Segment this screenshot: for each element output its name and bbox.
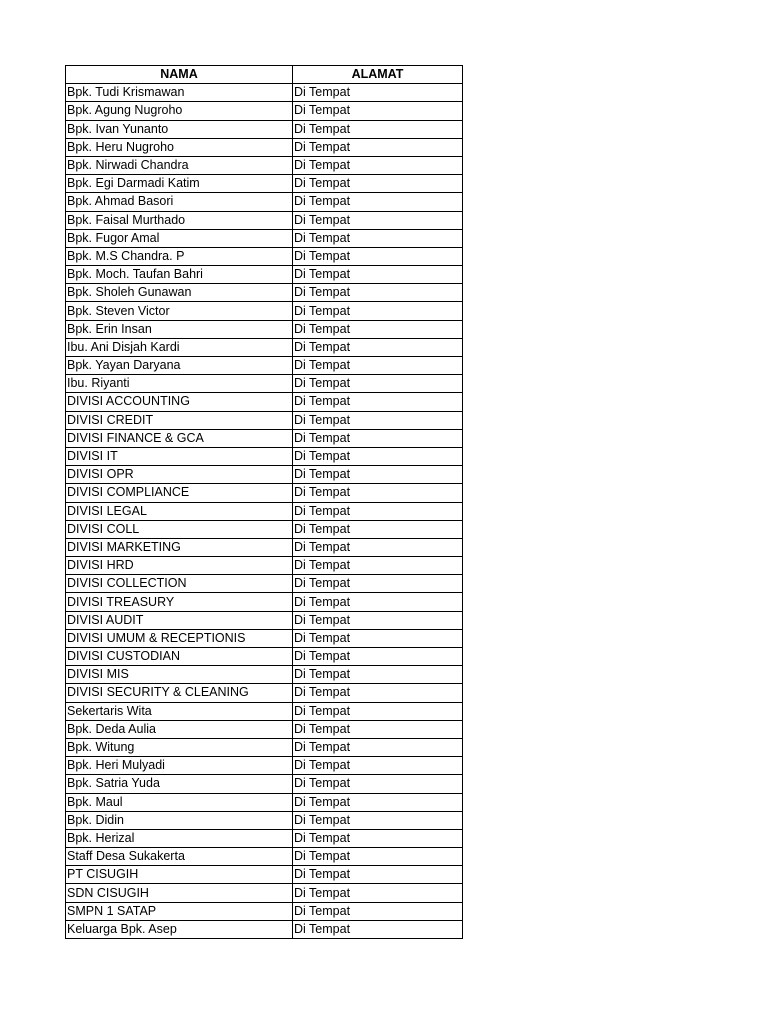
cell-nama: DIVISI LEGAL: [66, 502, 293, 520]
cell-nama: Bpk. Ahmad Basori: [66, 193, 293, 211]
table-row: [66, 138, 463, 156]
cell-alamat: Di Tempat: [293, 211, 463, 229]
table-row: [66, 193, 463, 211]
cell-alamat: Di Tempat: [293, 720, 463, 738]
cell-alamat: Di Tempat: [293, 375, 463, 393]
cell-nama: DIVISI FINANCE & GCA: [66, 429, 293, 447]
cell-nama: DIVISI HRD: [66, 557, 293, 575]
cell-nama: Bpk. Moch. Taufan Bahri: [66, 266, 293, 284]
table-row: [66, 902, 463, 920]
cell-nama: Bpk. Agung Nugroho: [66, 102, 293, 120]
table-row: [66, 593, 463, 611]
cell-alamat: Di Tempat: [293, 829, 463, 847]
table-row: [66, 393, 463, 411]
cell-nama: DIVISI SECURITY & CLEANING: [66, 684, 293, 702]
header-row: [66, 66, 463, 84]
table-row: [66, 648, 463, 666]
cell-alamat: Di Tempat: [293, 193, 463, 211]
cell-nama: DIVISI CREDIT: [66, 411, 293, 429]
cell-alamat: Di Tempat: [293, 247, 463, 265]
cell-alamat: Di Tempat: [293, 702, 463, 720]
table-row: [66, 120, 463, 138]
cell-alamat: Di Tempat: [293, 593, 463, 611]
table-row: [66, 811, 463, 829]
cell-nama: DIVISI COLL: [66, 520, 293, 538]
cell-alamat: Di Tempat: [293, 429, 463, 447]
cell-alamat: Di Tempat: [293, 466, 463, 484]
cell-nama: DIVISI IT: [66, 447, 293, 465]
table-row: [66, 884, 463, 902]
cell-alamat: Di Tempat: [293, 156, 463, 174]
cell-alamat: Di Tempat: [293, 411, 463, 429]
cell-alamat: Di Tempat: [293, 611, 463, 629]
cell-alamat: Di Tempat: [293, 557, 463, 575]
cell-nama: Bpk. Nirwadi Chandra: [66, 156, 293, 174]
cell-nama: DIVISI TREASURY: [66, 593, 293, 611]
table-row: [66, 375, 463, 393]
table-row: [66, 757, 463, 775]
cell-alamat: Di Tempat: [293, 447, 463, 465]
cell-alamat: Di Tempat: [293, 811, 463, 829]
cell-nama: Keluarga Bpk. Asep: [66, 920, 293, 938]
table-row: [66, 411, 463, 429]
cell-nama: Bpk. Yayan Daryana: [66, 357, 293, 375]
cell-alamat: Di Tempat: [293, 666, 463, 684]
table-row: [66, 175, 463, 193]
table-row: [66, 611, 463, 629]
cell-nama: Bpk. Erin Insan: [66, 320, 293, 338]
cell-alamat: Di Tempat: [293, 84, 463, 102]
cell-nama: Staff Desa Sukakerta: [66, 848, 293, 866]
table-row: [66, 466, 463, 484]
cell-nama: DIVISI CUSTODIAN: [66, 648, 293, 666]
cell-nama: Bpk. Witung: [66, 738, 293, 756]
table-row: [66, 302, 463, 320]
cell-nama: Bpk. Didin: [66, 811, 293, 829]
cell-nama: Bpk. Heri Mulyadi: [66, 757, 293, 775]
cell-nama: Sekertaris Wita: [66, 702, 293, 720]
cell-nama: Bpk. Ivan Yunanto: [66, 120, 293, 138]
table-row: [66, 211, 463, 229]
cell-alamat: Di Tempat: [293, 175, 463, 193]
table-row: [66, 920, 463, 938]
cell-alamat: Di Tempat: [293, 538, 463, 556]
table-row: [66, 320, 463, 338]
cell-nama: DIVISI COLLECTION: [66, 575, 293, 593]
cell-nama: DIVISI AUDIT: [66, 611, 293, 629]
table-row: [66, 247, 463, 265]
cell-nama: Bpk. Egi Darmadi Katim: [66, 175, 293, 193]
table-body: [66, 84, 463, 939]
cell-alamat: Di Tempat: [293, 775, 463, 793]
table-row: [66, 629, 463, 647]
column-header-nama: NAMA: [66, 66, 293, 84]
table-row: [66, 284, 463, 302]
table-row: [66, 156, 463, 174]
table-row: [66, 520, 463, 538]
cell-alamat: Di Tempat: [293, 920, 463, 938]
table-row: [66, 666, 463, 684]
table-row: [66, 502, 463, 520]
cell-alamat: Di Tempat: [293, 393, 463, 411]
cell-alamat: Di Tempat: [293, 648, 463, 666]
cell-nama: Ibu. Riyanti: [66, 375, 293, 393]
cell-alamat: Di Tempat: [293, 266, 463, 284]
cell-alamat: Di Tempat: [293, 338, 463, 356]
cell-alamat: Di Tempat: [293, 884, 463, 902]
cell-alamat: Di Tempat: [293, 575, 463, 593]
table-row: [66, 575, 463, 593]
table-row: [66, 775, 463, 793]
table-row: [66, 538, 463, 556]
cell-nama: Bpk. Herizal: [66, 829, 293, 847]
table-row: [66, 447, 463, 465]
cell-nama: Bpk. Satria Yuda: [66, 775, 293, 793]
table-row: [66, 866, 463, 884]
cell-alamat: Di Tempat: [293, 484, 463, 502]
address-table: [65, 65, 463, 939]
cell-alamat: Di Tempat: [293, 902, 463, 920]
cell-nama: DIVISI OPR: [66, 466, 293, 484]
cell-alamat: Di Tempat: [293, 284, 463, 302]
cell-alamat: Di Tempat: [293, 357, 463, 375]
cell-nama: Ibu. Ani Disjah Kardi: [66, 338, 293, 356]
cell-nama: Bpk. Heru Nugroho: [66, 138, 293, 156]
cell-alamat: Di Tempat: [293, 866, 463, 884]
cell-nama: DIVISI ACCOUNTING: [66, 393, 293, 411]
table-row: [66, 848, 463, 866]
cell-alamat: Di Tempat: [293, 793, 463, 811]
cell-alamat: Di Tempat: [293, 120, 463, 138]
table-row: [66, 338, 463, 356]
table-row: [66, 829, 463, 847]
table-row: [66, 484, 463, 502]
cell-nama: PT CISUGIH: [66, 866, 293, 884]
table-row: [66, 102, 463, 120]
cell-nama: Bpk. Deda Aulia: [66, 720, 293, 738]
table-row: [66, 720, 463, 738]
cell-nama: Bpk. Steven Victor: [66, 302, 293, 320]
column-header-alamat: ALAMAT: [293, 66, 463, 84]
cell-alamat: Di Tempat: [293, 302, 463, 320]
cell-nama: Bpk. Sholeh Gunawan: [66, 284, 293, 302]
cell-alamat: Di Tempat: [293, 629, 463, 647]
cell-alamat: Di Tempat: [293, 848, 463, 866]
cell-nama: Bpk. Fugor Amal: [66, 229, 293, 247]
table-row: [66, 684, 463, 702]
cell-nama: DIVISI MARKETING: [66, 538, 293, 556]
table-row: [66, 84, 463, 102]
cell-alamat: Di Tempat: [293, 229, 463, 247]
table-row: [66, 738, 463, 756]
cell-nama: DIVISI COMPLIANCE: [66, 484, 293, 502]
cell-nama: DIVISI MIS: [66, 666, 293, 684]
cell-alamat: Di Tempat: [293, 520, 463, 538]
cell-nama: Bpk. Tudi Krismawan: [66, 84, 293, 102]
cell-nama: SMPN 1 SATAP: [66, 902, 293, 920]
cell-alamat: Di Tempat: [293, 738, 463, 756]
cell-nama: Bpk. Maul: [66, 793, 293, 811]
cell-nama: SDN CISUGIH: [66, 884, 293, 902]
table-row: [66, 702, 463, 720]
cell-alamat: Di Tempat: [293, 684, 463, 702]
cell-nama: DIVISI UMUM & RECEPTIONIS: [66, 629, 293, 647]
cell-alamat: Di Tempat: [293, 102, 463, 120]
cell-nama: Bpk. Faisal Murthado: [66, 211, 293, 229]
cell-alamat: Di Tempat: [293, 320, 463, 338]
table-row: [66, 793, 463, 811]
table-row: [66, 266, 463, 284]
table-row: [66, 557, 463, 575]
table-row: [66, 229, 463, 247]
address-list-sheet: [65, 65, 462, 939]
cell-alamat: Di Tempat: [293, 138, 463, 156]
table-row: [66, 429, 463, 447]
cell-alamat: Di Tempat: [293, 757, 463, 775]
cell-alamat: Di Tempat: [293, 502, 463, 520]
table-row: [66, 357, 463, 375]
cell-nama: Bpk. M.S Chandra. P: [66, 247, 293, 265]
